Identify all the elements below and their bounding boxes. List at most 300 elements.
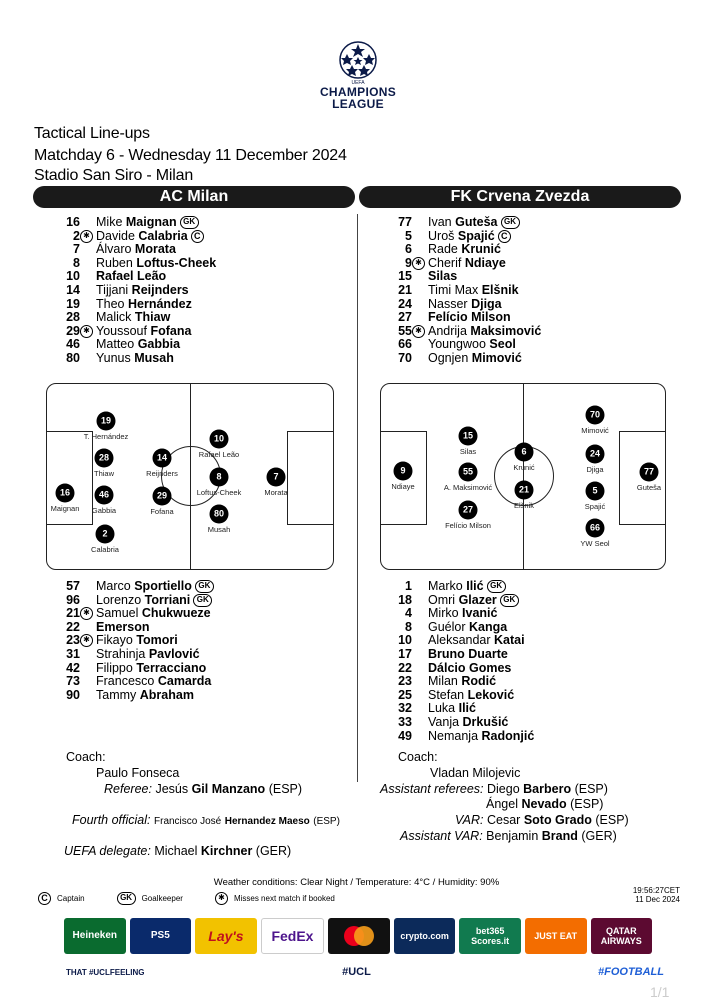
player-marker: 77 [640,463,659,482]
player-last-name: Maksimović [470,323,542,338]
player-number: 15 [398,269,412,284]
player-first-name: Omri [428,592,456,607]
player-number: 55 [398,323,412,338]
player-row [34,621,334,635]
sponsor-justeat: JUST EAT [525,918,587,954]
player-first-name: Nasser [428,296,468,311]
player-marker: 21 [515,481,534,500]
player-number: 19 [66,296,80,311]
referee-label: Referee: [104,782,152,796]
player-first-name: Guélor [428,619,466,634]
player-marker-label: Guteša [636,483,662,492]
away-team-bar: FK Crvena Zvezda [359,186,681,208]
penalty-box-right [287,431,334,525]
goalkeeper-icon: GK [501,216,520,229]
player-last-name: Torriani [144,592,191,607]
player-row [366,352,666,366]
player-marker-label: Musah [207,525,231,534]
player-first-name: Aleksandar [428,633,491,648]
player-marker: 24 [586,445,605,464]
player-last-name: Glazer [458,592,497,607]
player-marker: 55 [459,463,478,482]
player-name [428,730,534,744]
player-name [428,311,511,325]
player-number: 31 [66,646,80,661]
player-name [428,270,457,284]
player-marker-label: Ndiaye [391,482,415,491]
starball-icon [338,40,378,80]
logo-champions: CHAMPIONS [319,85,397,99]
player-number: 57 [66,579,80,593]
referee-last: Gil Manzano [191,782,266,796]
goalkeeper-icon: GK [117,892,136,905]
player-marker-label: Silas [459,447,477,456]
player-marker: 6 [515,443,534,462]
fourth-first: Francisco José [154,816,222,827]
player-name [428,580,506,594]
player-marker: 80 [210,505,229,524]
goalkeeper-icon: GK [195,580,214,593]
player-first-name: Rade [428,242,458,257]
player-first-name: Ruben [96,255,133,270]
player-name [428,675,496,689]
player-name [428,702,476,716]
player-last-name: Seol [489,337,516,352]
player-number: 96 [66,592,80,607]
player-name [428,284,519,298]
player-row [34,298,334,312]
referee-country: (ESP) [268,782,303,796]
player-name [96,621,150,635]
player-name [96,216,199,230]
player-first-name: Yunus [96,350,131,365]
player-last-name: Ivanić [462,606,498,621]
player-name [96,325,191,339]
player-number: 7 [73,242,80,257]
player-name [96,298,192,312]
delegate-country: (GER) [255,844,292,858]
player-name [428,243,501,257]
player-first-name: Marco [96,579,131,593]
player-row [34,311,334,325]
player-row [34,607,334,621]
player-marker: 28 [95,449,114,468]
player-first-name: Cherif [428,255,462,270]
player-number: 42 [66,660,80,675]
player-row [34,216,334,230]
player-number: 73 [66,674,80,689]
player-number: 1 [405,579,412,593]
home-subs-list [34,580,334,702]
player-number: 49 [398,728,412,743]
avar-last: Brand [541,829,578,843]
assistant2-first: Ángel [486,797,518,811]
player-name [96,634,178,648]
player-number: 80 [66,350,80,365]
player-first-name: Uroš [428,228,455,243]
player-marker-label: Spajić [584,502,606,511]
player-last-name: Djiga [471,296,502,311]
player-marker-label: Calabria [91,545,119,554]
player-row [34,270,334,284]
player-number: 22 [66,619,80,634]
fourth-country: (ESP) [313,816,340,827]
player-number: 6 [405,242,412,257]
player-last-name: Emerson [96,619,150,634]
player-first-name: Lorenzo [96,592,142,607]
player-last-name: Ilić [458,701,476,716]
player-row [366,607,666,621]
player-marker: 2 [96,525,115,544]
player-first-name: Vanja [428,714,460,729]
sponsor-heineken: Heineken [64,918,126,954]
assistant2-country: (ESP) [570,797,604,811]
player-marker-label: Fofana [150,507,174,516]
player-name [428,689,514,703]
assistant1-country: (ESP) [574,782,608,796]
assistant-referee-2-line [486,797,603,811]
player-number: 46 [66,337,80,352]
player-last-name: Guteša [455,215,498,229]
player-marker-label: T. Hernández [83,432,129,441]
star-icon: ✱ [215,892,228,905]
player-name [96,580,214,594]
away-coach-label: Coach: [398,750,438,764]
delegate-label: UEFA delegate: [64,844,151,858]
away-coach-name: Vladan Milojevic [430,766,521,780]
footer-hashtag-left: THAT #UCLFEELING [66,968,145,977]
star-icon: ✱ [412,325,425,338]
player-number: 90 [66,687,80,702]
player-row [366,243,666,257]
player-name [96,338,180,352]
player-first-name: Timi Max [428,282,479,297]
player-marker-label: Mimović [581,426,609,435]
player-first-name: Tammy [96,687,137,702]
player-row [34,662,334,676]
assistant-label: Assistant referees: [380,782,484,796]
player-number: 2 [73,228,80,243]
player-last-name: Dálcio Gomes [428,660,512,675]
player-row [34,689,334,703]
player-first-name: Fikayo [96,633,133,648]
player-first-name: Luka [428,701,456,716]
player-first-name: Mike [96,215,123,229]
player-number: 21 [66,606,80,621]
assistant-var-line [400,829,617,843]
logo-league: LEAGUE [332,97,384,111]
player-first-name: Tijjani [96,282,129,297]
player-marker: 7 [267,468,286,487]
player-last-name: Felício Milson [428,310,511,325]
sponsor-qatar: QATAR AIRWAYS [591,918,653,954]
fourth-label: Fourth official: [72,813,151,827]
player-row [366,216,666,230]
player-number: 4 [405,606,412,621]
player-marker-label: Reijnders [146,469,178,478]
player-number: 77 [398,215,412,229]
player-number: 22 [398,660,412,675]
venue-line: Stadio San Siro - Milan [34,167,194,184]
assistant-referee-1-line [380,782,608,796]
star-icon: ✱ [412,257,425,270]
player-marker: 46 [95,486,114,505]
player-row [366,716,666,730]
player-number: 29 [66,323,80,338]
var-last: Soto Grado [523,813,592,827]
player-number: 28 [66,310,80,325]
captain-icon: C [498,230,511,243]
sponsor-strip [64,918,652,956]
player-last-name: Tomori [136,633,178,648]
player-first-name: Matteo [96,337,135,352]
sponsor-crypto: crypto.com [394,918,456,954]
player-name [428,634,525,648]
goalkeeper-icon: GK [487,580,506,593]
player-marker: 8 [210,468,229,487]
player-name [428,257,506,271]
player-name [428,662,511,676]
player-first-name: Ivan [428,215,452,229]
player-marker: 5 [586,482,605,501]
player-row [34,338,334,352]
player-last-name: Krunić [461,242,501,257]
player-last-name: Drkušić [462,714,509,729]
player-last-name: Katai [494,633,525,648]
player-name [96,648,200,662]
player-row [366,230,666,244]
player-number: 10 [398,633,412,648]
player-row [34,243,334,257]
player-number: 24 [398,296,412,311]
player-row [366,270,666,284]
player-last-name: Ilić [466,579,484,593]
player-marker-label: Elšnik [513,501,535,510]
player-last-name: Calabria [138,228,188,243]
captain-icon: C [38,892,51,905]
player-name [96,257,216,271]
player-last-name: Maignan [125,215,177,229]
player-marker: 16 [56,484,75,503]
player-first-name: Samuel [96,606,139,621]
player-row [366,325,666,339]
player-marker: 9 [394,462,413,481]
player-marker: 10 [210,430,229,449]
player-number: 8 [405,619,412,634]
sponsor-ps5: PS5 [130,918,192,954]
ucl-logo [314,40,402,132]
player-marker-label: Djiga [586,465,604,474]
player-first-name: Andrija [428,323,467,338]
star-icon: ✱ [80,230,93,243]
player-last-name: Spajić [457,228,495,243]
player-row [366,702,666,716]
legend [38,892,335,905]
player-row [34,675,334,689]
assistant1-first: Diego [487,782,520,796]
player-marker-label: Felício Milson [445,521,491,530]
assistant1-last: Barbero [523,782,572,796]
player-last-name: Mimović [471,350,522,365]
player-first-name: Davide [96,228,135,243]
player-row [366,580,666,594]
page-number: 1/1 [650,984,670,1000]
player-name [96,689,194,703]
home-team-bar: AC Milan [33,186,355,208]
player-number: 25 [398,687,412,702]
footer-hashtag-right: #FOOTBALL [598,966,664,978]
player-first-name: Nemanja [428,728,479,743]
player-number: 9 [405,255,412,270]
captain-icon: C [191,230,204,243]
player-marker-label: YW Seol [580,539,610,548]
goalkeeper-icon: GK [180,216,199,229]
home-coach-name: Paulo Fonseca [96,766,180,780]
player-row [366,730,666,744]
player-marker-label: Gabbia [91,506,117,515]
player-name [428,325,541,339]
player-row [34,257,334,271]
player-row [34,284,334,298]
player-first-name: Malick [96,310,132,325]
player-number: 33 [398,714,412,729]
player-marker: 29 [153,487,172,506]
player-marker: 14 [153,449,172,468]
player-first-name: Strahinja [96,646,146,661]
player-first-name: Mirko [428,606,459,621]
player-row [366,648,666,662]
player-name [428,607,497,621]
player-number: 16 [66,215,80,229]
player-last-name: Silas [428,269,458,284]
avar-first: Benjamin [486,829,539,843]
player-last-name: Terracciano [136,660,207,675]
player-last-name: Sportiello [134,579,192,593]
legend-star: Misses next match if booked [233,894,335,903]
player-row [366,298,666,312]
player-name [428,716,508,730]
player-marker: 27 [459,501,478,520]
player-number: 14 [66,282,80,297]
var-line [455,813,629,827]
footer-hashtag-center: #UCL [342,966,371,978]
player-name [428,621,507,635]
legend-captain: Captain [57,894,85,903]
player-name [428,648,508,662]
star-icon: ✱ [80,607,93,620]
player-first-name: Marko [428,579,463,593]
player-name [96,662,206,676]
player-last-name: Ndiaye [464,255,506,270]
timestamp-time: 19:56:27CET [632,886,680,895]
player-marker: 19 [97,412,116,431]
player-first-name: Francesco [96,674,155,689]
player-number: 18 [398,592,412,607]
star-icon: ✱ [80,325,93,338]
home-starters-list [34,216,334,366]
player-first-name: Milan [428,674,458,689]
player-marker: 70 [586,406,605,425]
player-row [34,352,334,366]
player-number: 70 [398,350,412,365]
player-last-name: Gabbia [137,337,181,352]
var-first: Cesar [486,813,521,827]
player-first-name: Ognjen [428,350,469,365]
player-name [428,230,511,244]
timestamp-date: 11 Dec 2024 [635,895,680,904]
player-name [96,270,166,284]
var-label: VAR: [455,813,484,827]
player-row [366,257,666,271]
player-last-name: Kanga [469,619,508,634]
player-row [366,621,666,635]
avar-label: Assistant VAR: [400,829,483,843]
player-last-name: Elšnik [481,282,519,297]
player-name [428,338,516,352]
player-number: 10 [66,269,80,284]
weather-line: Weather conditions: Clear Night / Temperature: 4°C / Humidity: 90% [213,877,500,888]
player-marker-label: Morata [264,488,288,497]
matchday-line: Matchday 6 - Wednesday 11 December 2024 [34,147,347,164]
home-formation-pitch [46,383,334,570]
player-name [96,594,212,608]
legend-goalkeeper: Goalkeeper [141,894,183,903]
player-name [96,607,211,621]
player-last-name: Reijnders [131,282,189,297]
player-number: 21 [398,282,412,297]
player-row [366,311,666,325]
player-row [34,594,334,608]
player-name [96,243,176,257]
player-name [96,311,170,325]
player-last-name: Fofana [150,323,192,338]
player-last-name: Thiaw [134,310,171,325]
mastercard-icon [339,924,379,948]
away-starters-list [366,216,666,366]
player-marker-label: A. Maksimović [443,483,493,492]
player-row [366,662,666,676]
timestamp [610,886,680,904]
player-marker-label: Thiaw [93,469,115,478]
player-number: 5 [405,228,412,243]
player-last-name: Radonjić [481,728,535,743]
sponsor-fedex: FedEx [261,918,325,954]
player-last-name: Morata [134,242,176,257]
star-icon: ✱ [80,634,93,647]
column-divider [357,214,358,782]
player-last-name: Pavlović [148,646,200,661]
player-first-name: Filippo [96,660,133,675]
logo-uefa: UEFA [351,80,365,86]
player-row [34,325,334,339]
player-row [366,284,666,298]
goalkeeper-icon: GK [500,594,519,607]
page-title: Tactical Line-ups [34,125,150,142]
player-last-name: Abraham [139,687,194,702]
player-last-name: Loftus-Cheek [136,255,217,270]
player-row [366,675,666,689]
player-row [34,648,334,662]
player-marker-label: Rafael Leão [198,450,240,459]
player-row [34,580,334,594]
player-row [366,594,666,608]
fourth-last: Hernandez Maeso [224,816,310,827]
player-last-name: Leković [467,687,515,702]
referee-first: Jesús [155,782,189,796]
player-number: 27 [398,310,412,325]
player-row [34,230,334,244]
player-row [366,634,666,648]
